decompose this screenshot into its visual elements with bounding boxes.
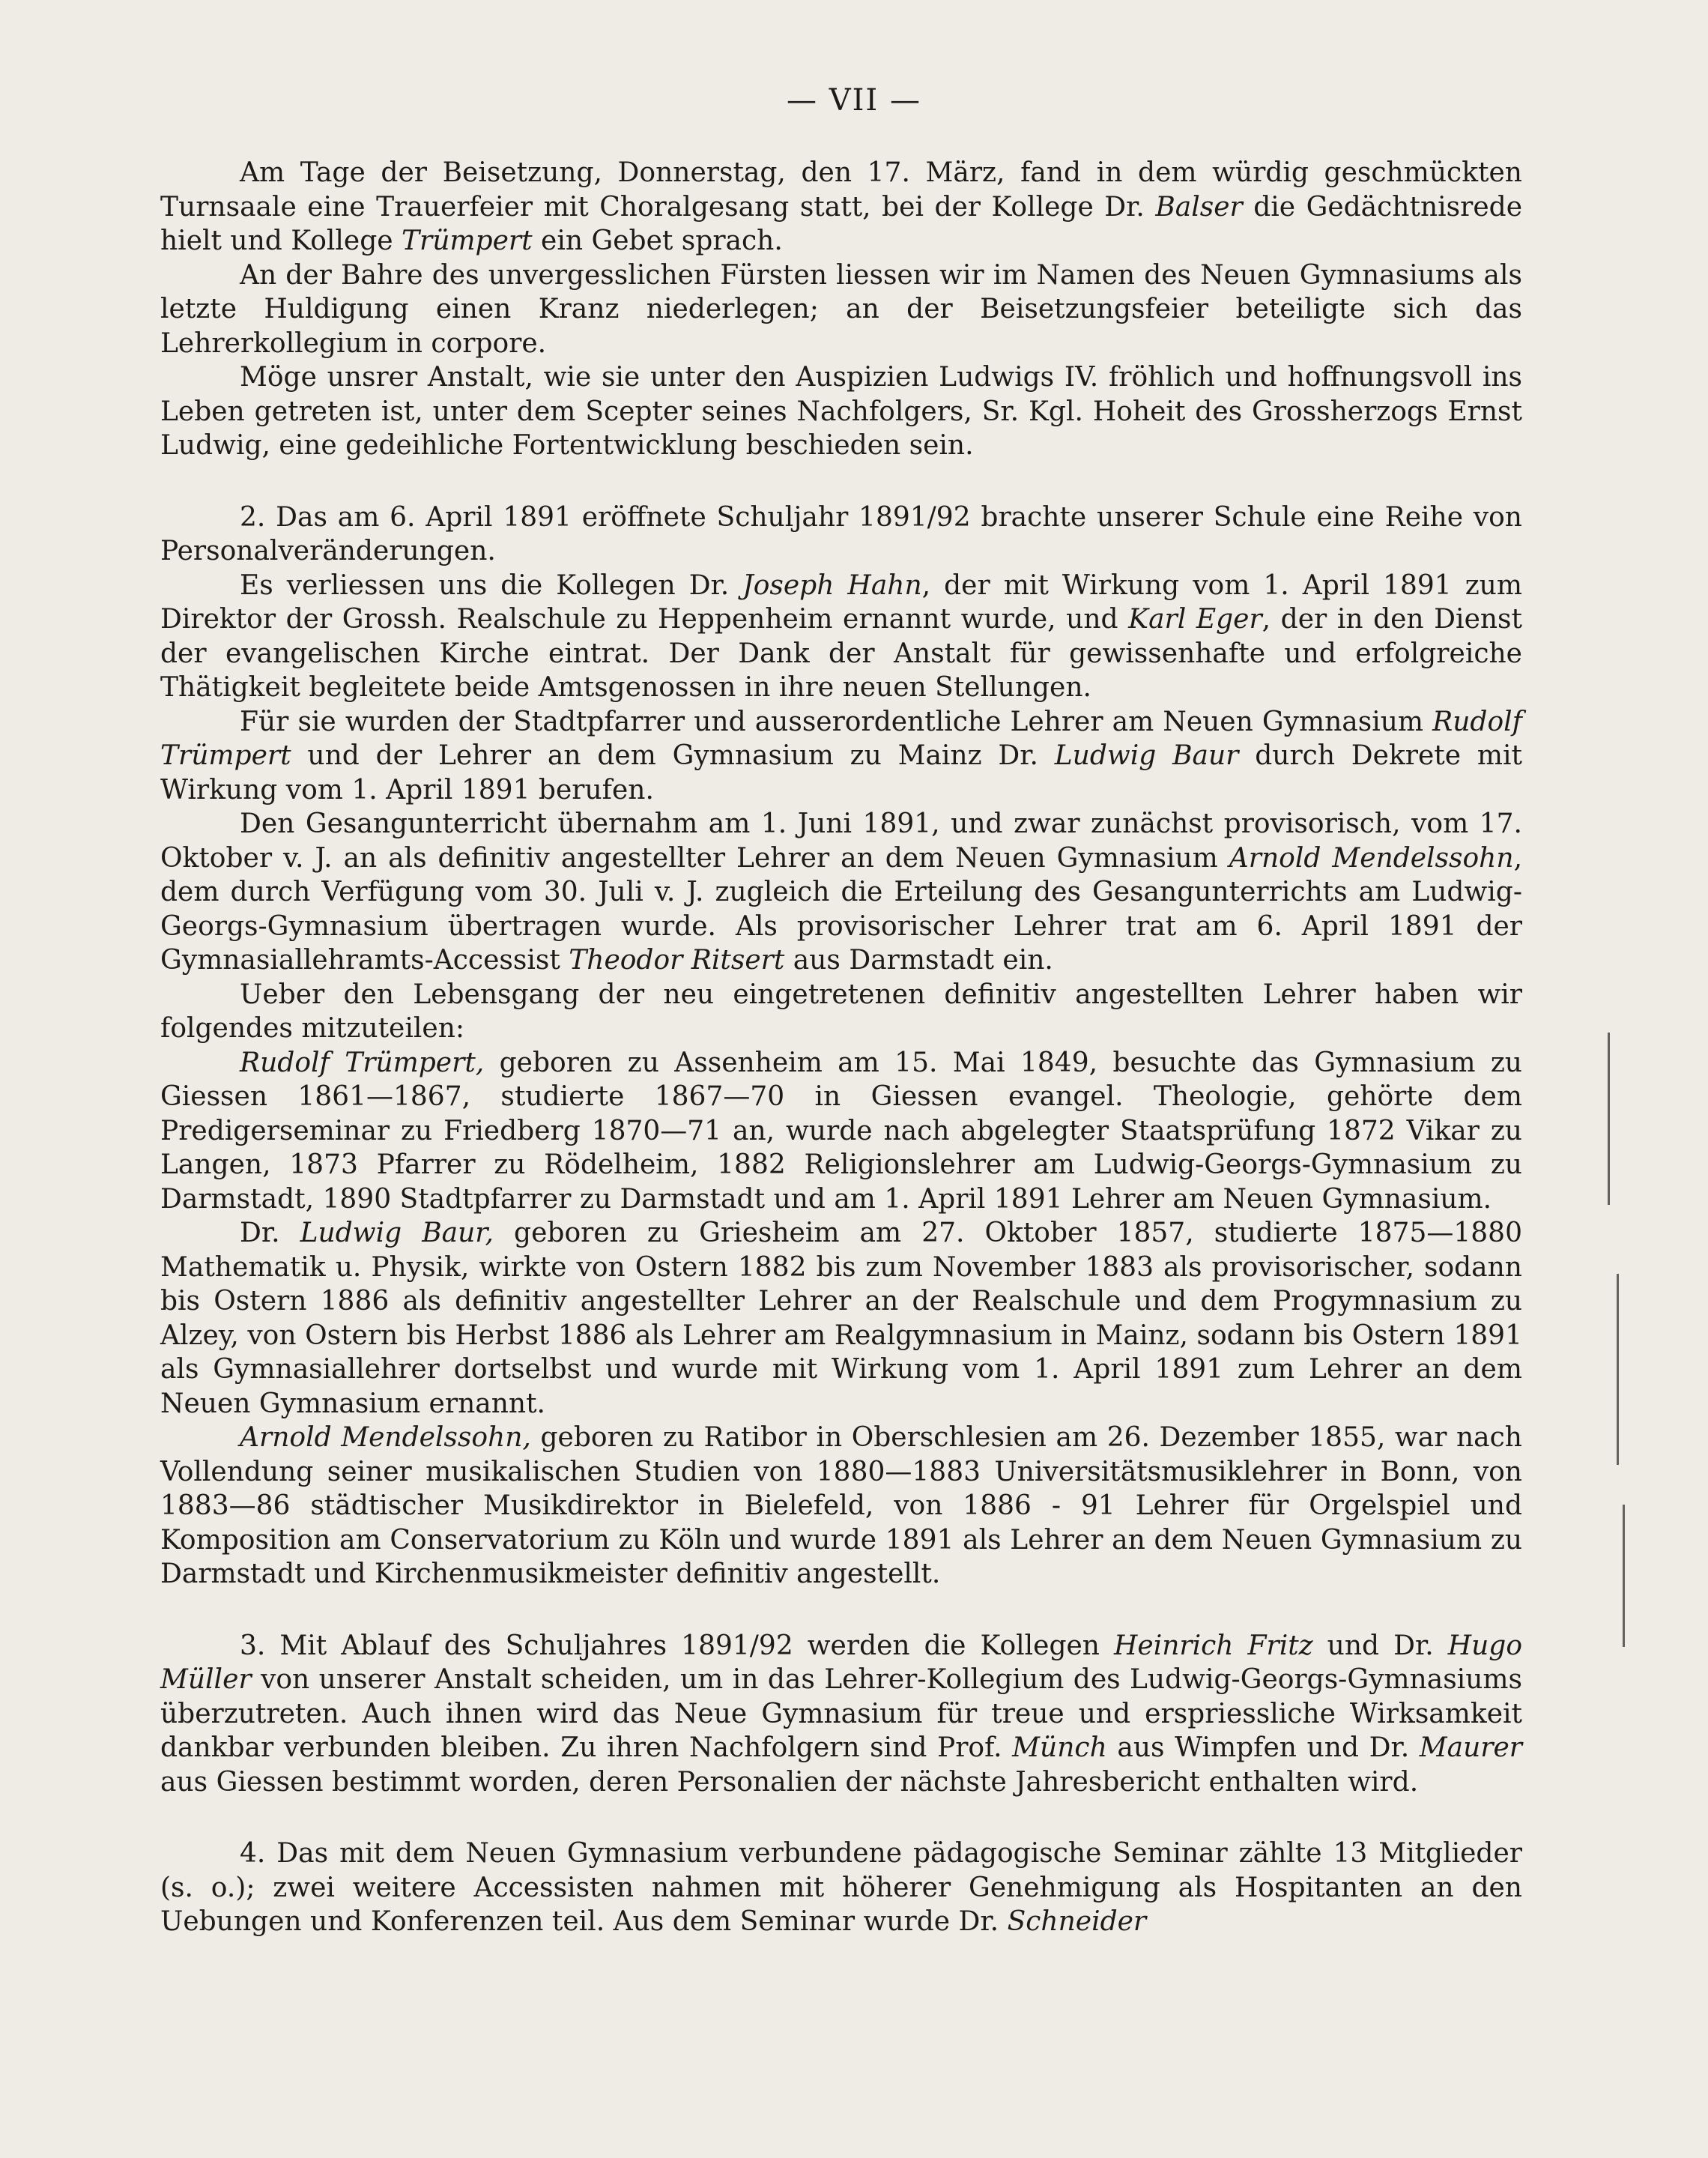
italic-name: Rudolf Trümpert, xyxy=(240,1047,485,1078)
paragraph xyxy=(160,807,1522,978)
text-run: Es verliessen uns die Kollegen Dr. xyxy=(240,569,743,601)
paragraph xyxy=(160,569,1522,705)
italic-name: Rudolf Trümpert xyxy=(160,706,1522,771)
text-run: aus Giessen bestimmt worden, deren Personalien der nächste Jahresbericht enthalten wird. xyxy=(160,1766,1419,1798)
text-run: 4. Das mit dem Neuen Gymnasium verbundene pädagogische Seminar zählte 13 Mitglieder (s. o.); zwei weitere Accessisten nahmen mit höherer Genehmigung als Hospitanten an den Uebungen und Konferenzen teil. Aus dem Seminar wurde Dr. xyxy=(160,1838,1522,1937)
paragraph xyxy=(160,1629,1522,1800)
text-run: Ueber den Lebensgang der neu eingetretenen definitiv angestellten Lehrer haben wir folgendes mitzuteilen: xyxy=(160,979,1522,1044)
text-run: Für sie wurden der Stadtpfarrer und ausserordentliche Lehrer am Neuen Gymnasium xyxy=(240,706,1433,737)
text-run: ein Gebet sprach. xyxy=(532,226,783,256)
text-run: von unserer Anstalt scheiden, um in das Lehrer-Kollegium des Ludwig-Georgs-Gymnasiums überzutreten. Auch ihnen wird das Neue Gymnasium für treue und erspriessliche Wirksamkeit dankbar verbunden bleiben. Zu ihren Nachfolgern sind Prof. xyxy=(160,1664,1522,1763)
paragraph xyxy=(160,1216,1522,1421)
italic-name: Ludwig Baur xyxy=(1054,740,1239,771)
text-run: die Gedächtnisrede hielt und Kollege xyxy=(160,191,1522,256)
italic-name: Theodor Ritsert xyxy=(569,945,785,976)
italic-name: Joseph Hahn xyxy=(742,569,922,601)
margin-mark xyxy=(1608,1033,1610,1205)
italic-name: Maurer xyxy=(1419,1732,1522,1763)
italic-name: Münch xyxy=(1012,1732,1107,1763)
paragraph xyxy=(160,1837,1522,1939)
page-number: — VII — xyxy=(787,83,921,118)
paragraph xyxy=(160,259,1522,361)
italic-name: Karl Eger xyxy=(1128,604,1262,635)
text-run: aus Darmstadt ein. xyxy=(784,945,1053,976)
text-run: 3. Mit Ablauf des Schuljahres 1891/92 werden die Kollegen xyxy=(240,1630,1115,1661)
paragraph xyxy=(160,978,1522,1046)
text-run: geboren zu Ratibor in Oberschlesien am 26. Dezember 1855, war nach Vollendung seiner musikalischen Studien von 1880—1883 Universitätsmusiklehrer in Bonn, von 1883—86 städtischer Musikdirektor in Bielefeld, von 1886 - 91 Lehrer für Orgelspiel und Komposition am Conservatorium zu Köln und wurde 1891 als Lehrer an dem Neuen Gymnasium zu Darmstadt und Kirchenmusikmeister definitiv angestellt. xyxy=(160,1422,1522,1589)
italic-name: Arnold Mendelssohn xyxy=(1229,842,1514,874)
text-run: Dr. xyxy=(240,1218,300,1248)
italic-name: Balser xyxy=(1155,191,1243,223)
text-run: geboren zu Assenheim am 15. Mai 1849, besuchte das Gymnasium zu Giessen 1861—1867, studierte 1867—70 in Giessen evangel. Theologie, gehörte dem Predigerseminar zu Friedberg 1870—71 an, wurde nach abgelegter Staatsprüfung 1872 Vikar zu Langen, 1873 Pfarrer zu Rödelheim, 1882 Religionslehrer am Ludwig-Georgs-Gymnasium zu Darmstadt, 1890 Stadtpfarrer zu Darmstadt und am 1. April 1891 Lehrer am Neuen Gymnasium. xyxy=(160,1047,1522,1215)
text-run: Am Tage der Beisetzung, Donnerstag, den 17. März, fand in dem würdig geschmückten Turnsaale eine Trauerfeier mit Choralgesang statt, bei der Kollege Dr. xyxy=(160,157,1522,223)
italic-name: Arnold Mendelssohn, xyxy=(240,1422,531,1453)
document-body xyxy=(160,156,1522,1939)
italic-name: Trümpert xyxy=(402,226,533,256)
text-run: , der in den Dienst der evangelischen Kirche eintrat. Der Dank der Anstalt für gewissenhafte und erfolgreiche Thätigkeit begleitete beide Amtsgenossen in ihre neuen Stellungen. xyxy=(160,604,1522,703)
italic-name: Ludwig Baur, xyxy=(300,1218,494,1248)
margin-mark xyxy=(1623,1505,1625,1647)
text-run: aus Wimpfen und Dr. xyxy=(1106,1732,1420,1763)
text-run: geboren zu Griesheim am 27. Oktober 1857, studierte 1875—1880 Mathematik u. Physik, wirkte von Ostern 1882 bis zum November 1883 als provisorischer, sodann bis Ostern 1886 als definitiv angestellter Lehrer an der Realschule und dem Progymnasium zu Alzey, von Ostern bis Herbst 1886 als Lehrer am Realgymnasium in Mainz, sodann bis Ostern 1891 als Gymnasiallehrer dortselbst und wurde mit Wirkung vom 1. April 1891 zum Lehrer an dem Neuen Gymnasium ernannt. xyxy=(160,1218,1522,1419)
italic-name: Schneider xyxy=(1007,1906,1147,1937)
text-run: Den Gesangunterricht übernahm am 1. Juni 1891, und zwar zunächst provisorisch, vom 17. Oktober v. J. an als definitiv angestellter Lehrer an dem Neuen Gymnasium xyxy=(160,809,1522,874)
paragraph xyxy=(160,705,1522,808)
text-run: An der Bahre des unvergesslichen Fürsten liessen wir im Namen des Neuen Gymnasiums als letzte Huldigung einen Kranz niederlegen; an der Beisetzungsfeier beteiligte sich das Lehrerkollegium in corpore. xyxy=(160,259,1522,359)
text-run: und Dr. xyxy=(1312,1630,1448,1661)
text-run: 2. Das am 6. April 1891 eröffnete Schuljahr 1891/92 brachte unserer Schule eine Reihe von Personalveränderungen. xyxy=(160,501,1522,566)
paragraph xyxy=(160,501,1522,569)
text-run: , der mit Wirkung vom 1. April 1891 zum Direktor der Grossh. Realschule zu Heppenheim ernannt wurde, und xyxy=(160,569,1522,635)
paragraph xyxy=(160,360,1522,463)
paragraph xyxy=(160,156,1522,259)
paragraph xyxy=(160,1046,1522,1217)
text-run: durch Dekrete mit Wirkung vom 1. April 1891 berufen. xyxy=(160,740,1522,806)
italic-name: Hugo Müller xyxy=(160,1630,1523,1695)
text-run: und der Lehrer an dem Gymnasium zu Mainz Dr. xyxy=(291,740,1055,771)
text-run: , dem durch Verfügung vom 30. Juli v. J. zugleich die Erteilung des Gesangunterrichts am Ludwig-Georgs-Gymnasium übertragen wurde. Als provisorischer Lehrer trat am 6. April 1891 der Gymnasiallehramts-Accessist xyxy=(160,842,1523,976)
italic-name: Heinrich Fritz xyxy=(1114,1630,1313,1661)
paragraph xyxy=(160,1421,1522,1592)
text-run: Möge unsrer Anstalt, wie sie unter den Auspizien Ludwigs IV. fröhlich und hoffnungsvoll ins Leben getreten ist, unter dem Scepter seines Nachfolgers, Sr. Kgl. Hoheit des Grossherzogs Ernst Ludwig, eine gedeihliche Fortentwicklung beschieden sein. xyxy=(160,362,1522,461)
margin-mark xyxy=(1617,1274,1619,1465)
